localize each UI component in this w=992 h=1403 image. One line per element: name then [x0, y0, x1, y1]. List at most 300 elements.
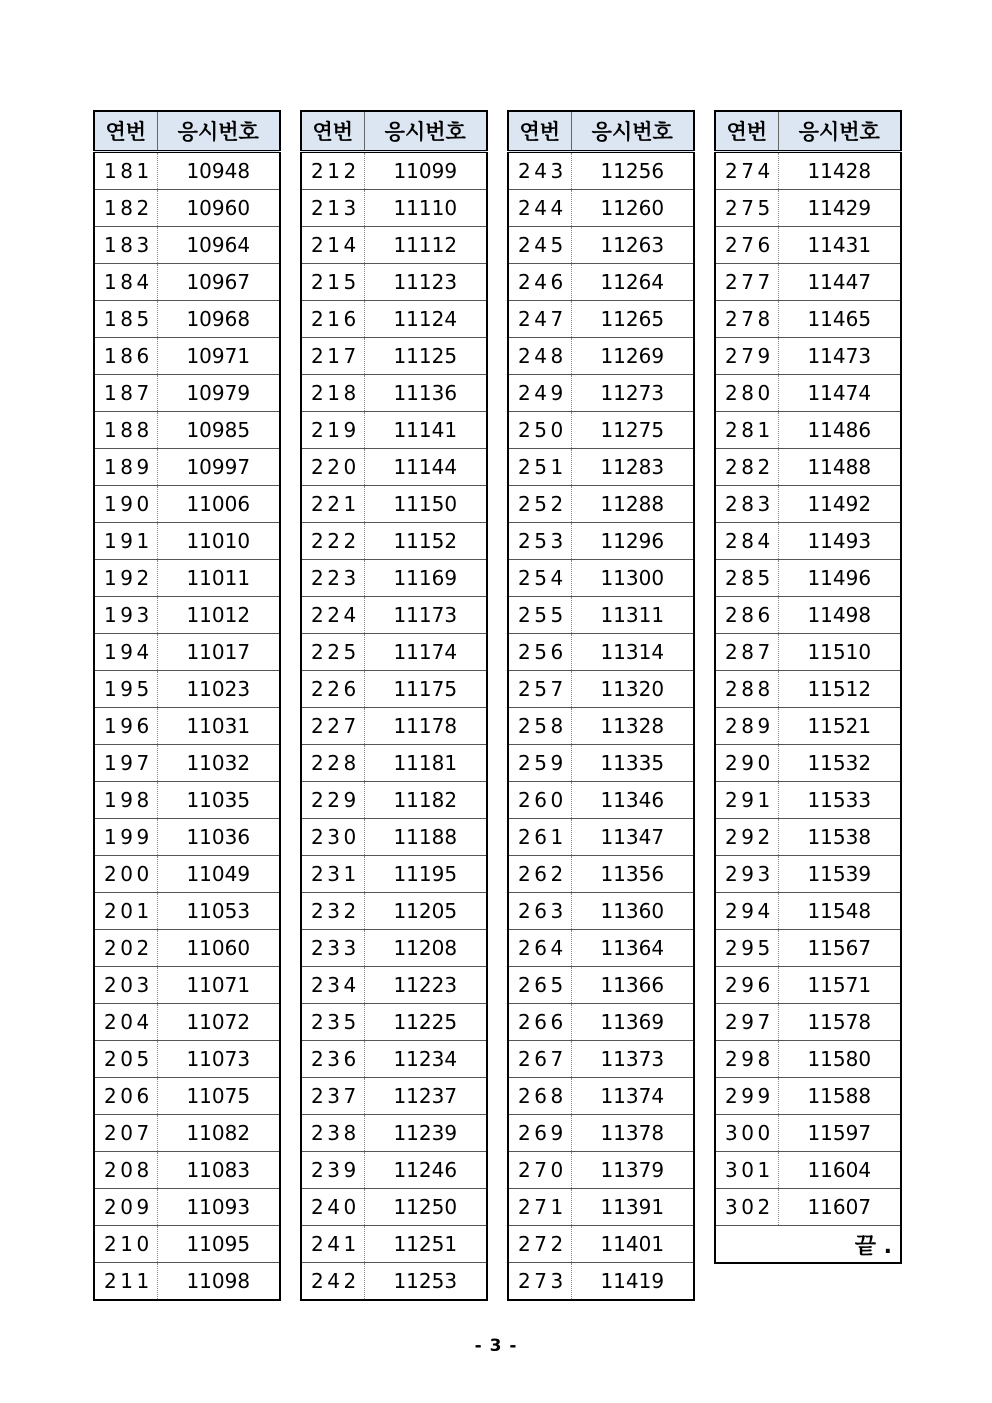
exam-no-cell: 11136 [364, 375, 487, 412]
exam-no-cell: 11320 [571, 671, 694, 708]
table-row [508, 227, 694, 264]
table-row [508, 597, 694, 634]
table-row [94, 375, 280, 412]
table-row [508, 856, 694, 893]
exam-no-cell: 11347 [571, 819, 694, 856]
seq-cell: 289 [715, 708, 778, 745]
exam-no-cell: 11173 [364, 597, 487, 634]
table-row [301, 190, 487, 227]
seq-cell: 203 [94, 967, 157, 1004]
table-row [94, 486, 280, 523]
seq-cell: 221 [301, 486, 364, 523]
seq-cell: 240 [301, 1189, 364, 1226]
exam-no-cell: 11006 [157, 486, 280, 523]
seq-cell: 227 [301, 708, 364, 745]
seq-cell: 264 [508, 930, 571, 967]
seq-cell: 254 [508, 560, 571, 597]
header-row [715, 111, 901, 152]
table-row [508, 819, 694, 856]
table-row [94, 264, 280, 301]
table-row [301, 486, 487, 523]
exam-no-cell: 11263 [571, 227, 694, 264]
table-row [301, 338, 487, 375]
exam-no-cell: 11580 [778, 1041, 901, 1078]
table-row [508, 634, 694, 671]
seq-cell: 269 [508, 1115, 571, 1152]
seq-cell: 279 [715, 338, 778, 375]
table-row [94, 560, 280, 597]
exam-no-cell: 11225 [364, 1004, 487, 1041]
seq-cell: 300 [715, 1115, 778, 1152]
table-row [301, 1152, 487, 1189]
seq-cell: 205 [94, 1041, 157, 1078]
exam-no-cell: 11311 [571, 597, 694, 634]
exam-no-cell: 10960 [157, 190, 280, 227]
seq-cell: 204 [94, 1004, 157, 1041]
table-row [94, 671, 280, 708]
exam-no-cell: 11035 [157, 782, 280, 819]
table-row [301, 745, 487, 782]
seq-cell: 183 [94, 227, 157, 264]
exam-no-cell: 11099 [364, 152, 487, 190]
header-row [301, 111, 487, 152]
seq-cell: 246 [508, 264, 571, 301]
table-row [301, 930, 487, 967]
table-row [715, 1041, 901, 1078]
seq-cell: 256 [508, 634, 571, 671]
table-row [301, 708, 487, 745]
exam-no-cell: 11175 [364, 671, 487, 708]
table-row [715, 671, 901, 708]
seq-cell: 195 [94, 671, 157, 708]
seq-cell: 296 [715, 967, 778, 1004]
exam-no-cell: 11234 [364, 1041, 487, 1078]
exam-no-cell: 11095 [157, 1226, 280, 1263]
seq-cell: 294 [715, 893, 778, 930]
table-row [715, 856, 901, 893]
exam-no-cell: 11060 [157, 930, 280, 967]
table-row [715, 819, 901, 856]
exam-no-cell: 11571 [778, 967, 901, 1004]
table-row [508, 301, 694, 338]
seq-cell: 293 [715, 856, 778, 893]
seq-cell: 186 [94, 338, 157, 375]
exam-no-cell: 11208 [364, 930, 487, 967]
table-row [94, 1078, 280, 1115]
table-row [508, 560, 694, 597]
table-row [301, 1004, 487, 1041]
table-row [508, 1189, 694, 1226]
seq-cell: 290 [715, 745, 778, 782]
exam-no-cell: 11492 [778, 486, 901, 523]
table-row [715, 301, 901, 338]
seq-cell: 206 [94, 1078, 157, 1115]
table-row [301, 301, 487, 338]
seq-cell: 275 [715, 190, 778, 227]
exam-no-cell: 11512 [778, 671, 901, 708]
applicant-table-2 [300, 110, 488, 1301]
exam-no-cell: 11588 [778, 1078, 901, 1115]
exam-no-cell: 11401 [571, 1226, 694, 1263]
table-row [508, 1263, 694, 1301]
table-row [301, 264, 487, 301]
seq-cell: 265 [508, 967, 571, 1004]
end-mark: 끝 . [715, 1226, 901, 1264]
exam-no-cell: 11496 [778, 560, 901, 597]
exam-no-cell: 11239 [364, 1115, 487, 1152]
seq-cell: 302 [715, 1189, 778, 1226]
exam-no-cell: 11493 [778, 523, 901, 560]
exam-no-cell: 11269 [571, 338, 694, 375]
exam-no-cell: 11607 [778, 1189, 901, 1226]
table-row [94, 1189, 280, 1226]
seq-cell: 272 [508, 1226, 571, 1263]
exam-no-cell: 11223 [364, 967, 487, 1004]
exam-no-cell: 11567 [778, 930, 901, 967]
seq-cell: 281 [715, 412, 778, 449]
seq-cell: 278 [715, 301, 778, 338]
exam-no-cell: 11253 [393, 1269, 458, 1293]
exam-no-cell: 11012 [157, 597, 280, 634]
exam-no-cell: 11369 [571, 1004, 694, 1041]
exam-no-cell: 11152 [364, 523, 487, 560]
seq-cell: 301 [715, 1152, 778, 1189]
seq-cell: 276 [715, 227, 778, 264]
exam-no-cell: 11195 [364, 856, 487, 893]
seq-cell: 274 [715, 152, 778, 190]
exam-no-cell: 11072 [157, 1004, 280, 1041]
table-row [715, 152, 901, 190]
exam-no-cell: 11256 [571, 152, 694, 190]
table-row [715, 1004, 901, 1041]
table-row [715, 1078, 901, 1115]
table-row [715, 523, 901, 560]
table-row [301, 782, 487, 819]
exam-no-cell: 11112 [364, 227, 487, 264]
table-row [508, 152, 694, 190]
seq-cell: 270 [508, 1152, 571, 1189]
exam-no-cell: 11328 [571, 708, 694, 745]
table-row [715, 597, 901, 634]
exam-no-cell: 11205 [364, 893, 487, 930]
seq-cell: 182 [94, 190, 157, 227]
exam-no-cell: 11250 [364, 1189, 487, 1226]
seq-cell: 199 [94, 819, 157, 856]
seq-cell: 247 [508, 301, 571, 338]
exam-no-cell: 11474 [778, 375, 901, 412]
exam-no-cell: 10985 [157, 412, 280, 449]
exam-no-cell: 11447 [778, 264, 901, 301]
table-row [715, 449, 901, 486]
table-row [94, 930, 280, 967]
table-row [715, 190, 901, 227]
seq-cell: 224 [301, 597, 364, 634]
seq-cell: 268 [508, 1078, 571, 1115]
exam-no-cell: 11246 [364, 1152, 487, 1189]
seq-cell: 228 [301, 745, 364, 782]
exam-no-cell: 11073 [157, 1041, 280, 1078]
table-row [94, 523, 280, 560]
table-row [508, 1115, 694, 1152]
exam-no-cell: 11098 [186, 1269, 251, 1293]
exam-no-cell: 11265 [571, 301, 694, 338]
seq-cell: 286 [715, 597, 778, 634]
table-row [94, 708, 280, 745]
seq-cell: 288 [715, 671, 778, 708]
table-row [94, 782, 280, 819]
seq-cell: 237 [301, 1078, 364, 1115]
seq-cell: 184 [94, 264, 157, 301]
exam-no-cell: 11144 [364, 449, 487, 486]
seq-cell: 238 [301, 1115, 364, 1152]
table-row [508, 375, 694, 412]
seq-cell: 253 [508, 523, 571, 560]
seq-cell: 226 [301, 671, 364, 708]
seq-cell: 299 [715, 1078, 778, 1115]
table-row [508, 893, 694, 930]
exam-no-cell: 11141 [364, 412, 487, 449]
table-row [715, 560, 901, 597]
exam-no-cell: 11346 [571, 782, 694, 819]
table-row [301, 1226, 487, 1263]
exam-no-cell: 10967 [157, 264, 280, 301]
seq-cell: 283 [715, 486, 778, 523]
seq-cell: 198 [94, 782, 157, 819]
exam-no-cell: 11125 [364, 338, 487, 375]
exam-no-cell: 11428 [778, 152, 901, 190]
seq-cell: 277 [715, 264, 778, 301]
applicant-table-4 [714, 110, 902, 1264]
exam-no-cell: 10979 [157, 375, 280, 412]
exam-no-header: 응시번호 [157, 111, 280, 152]
table-row [94, 819, 280, 856]
seq-cell: 189 [94, 449, 157, 486]
exam-no-cell: 11548 [778, 893, 901, 930]
seq-cell: 207 [94, 1115, 157, 1152]
exam-no-cell: 11366 [571, 967, 694, 1004]
table-row [715, 412, 901, 449]
exam-no-cell: 11075 [157, 1078, 280, 1115]
table-row [715, 1189, 901, 1226]
table-row [715, 708, 901, 745]
table-row [508, 449, 694, 486]
applicant-table-1 [93, 110, 281, 1301]
seq-cell: 220 [301, 449, 364, 486]
seq-cell: 202 [94, 930, 157, 967]
exam-no-cell: 11260 [571, 190, 694, 227]
seq-cell: 185 [94, 301, 157, 338]
table-row [94, 967, 280, 1004]
exam-no-cell: 11597 [778, 1115, 901, 1152]
seq-cell: 261 [508, 819, 571, 856]
exam-no-cell: 11379 [571, 1152, 694, 1189]
exam-no-cell: 11010 [157, 523, 280, 560]
table-row [508, 412, 694, 449]
seq-cell: 255 [508, 597, 571, 634]
table-row [715, 745, 901, 782]
table-row [508, 745, 694, 782]
seq-cell: 190 [94, 486, 157, 523]
seq-cell: 295 [715, 930, 778, 967]
table-row [715, 893, 901, 930]
seq-cell: 217 [301, 338, 364, 375]
table-row [301, 671, 487, 708]
table-row [301, 412, 487, 449]
header-row [508, 111, 694, 152]
exam-no-cell: 10968 [157, 301, 280, 338]
table-row [94, 412, 280, 449]
seq-cell: 249 [508, 375, 571, 412]
exam-no-cell: 10997 [157, 449, 280, 486]
table-row [715, 264, 901, 301]
exam-no-cell: 11288 [571, 486, 694, 523]
exam-no-cell: 11604 [778, 1152, 901, 1189]
seq-cell: 258 [508, 708, 571, 745]
table-row [508, 708, 694, 745]
exam-no-cell: 11486 [778, 412, 901, 449]
exam-no-cell: 11011 [157, 560, 280, 597]
exam-no-cell: 11465 [778, 301, 901, 338]
exam-no-cell: 11488 [778, 449, 901, 486]
table-row [301, 597, 487, 634]
table-row [301, 523, 487, 560]
seq-cell: 219 [301, 412, 364, 449]
exam-no-cell: 11335 [571, 745, 694, 782]
exam-no-cell: 11364 [571, 930, 694, 967]
seq-cell: 188 [94, 412, 157, 449]
table-row [508, 671, 694, 708]
seq-cell: 266 [508, 1004, 571, 1041]
exam-no-cell: 11169 [364, 560, 487, 597]
table-row [508, 338, 694, 375]
table-row [715, 227, 901, 264]
table-row [94, 1152, 280, 1189]
page-number: - 3 - [474, 1336, 518, 1356]
table-row [94, 856, 280, 893]
table-row [715, 967, 901, 1004]
exam-no-cell: 11374 [571, 1078, 694, 1115]
seq-cell: 263 [508, 893, 571, 930]
exam-no-cell: 11360 [571, 893, 694, 930]
exam-no-cell: 11391 [571, 1189, 694, 1226]
exam-no-header: 응시번호 [778, 111, 901, 152]
seq-cell: 291 [715, 782, 778, 819]
table-row [94, 1226, 280, 1263]
table-row [94, 190, 280, 227]
exam-no-cell: 11032 [157, 745, 280, 782]
exam-no-header: 응시번호 [364, 111, 487, 152]
seq-header: 연번 [94, 111, 157, 152]
exam-no-cell: 11237 [364, 1078, 487, 1115]
seq-cell: 235 [301, 1004, 364, 1041]
seq-cell: 209 [94, 1189, 157, 1226]
table-row [715, 1115, 901, 1152]
table-row [508, 1078, 694, 1115]
table-row [94, 301, 280, 338]
seq-header: 연번 [301, 111, 364, 152]
seq-cell: 298 [715, 1041, 778, 1078]
seq-cell: 271 [508, 1189, 571, 1226]
exam-no-cell: 11378 [571, 1115, 694, 1152]
seq-cell: 282 [715, 449, 778, 486]
exam-no-cell: 11533 [778, 782, 901, 819]
table-row [301, 1263, 487, 1301]
seq-cell: 252 [508, 486, 571, 523]
exam-no-cell: 10964 [157, 227, 280, 264]
seq-cell: 245 [508, 227, 571, 264]
seq-cell: 196 [94, 708, 157, 745]
table-row [94, 893, 280, 930]
exam-no-cell: 11251 [364, 1226, 487, 1263]
seq-cell: 259 [508, 745, 571, 782]
exam-no-cell: 11538 [778, 819, 901, 856]
seq-cell: 200 [94, 856, 157, 893]
seq-cell: 187 [94, 375, 157, 412]
table-row [508, 1152, 694, 1189]
table-row [715, 375, 901, 412]
table-row [94, 634, 280, 671]
table-row [301, 856, 487, 893]
exam-no-cell: 11264 [571, 264, 694, 301]
table-row [301, 967, 487, 1004]
table-row [508, 1226, 694, 1263]
seq-cell: 244 [508, 190, 571, 227]
seq-cell: 225 [301, 634, 364, 671]
table-row [508, 486, 694, 523]
table-row [715, 634, 901, 671]
table-row [715, 930, 901, 967]
table-row [301, 375, 487, 412]
exam-no-cell: 11532 [778, 745, 901, 782]
table-row [94, 597, 280, 634]
exam-no-cell: 11082 [157, 1115, 280, 1152]
exam-no-cell: 11071 [157, 967, 280, 1004]
exam-no-cell: 11275 [571, 412, 694, 449]
seq-cell: 181 [94, 152, 157, 190]
table-row [715, 1152, 901, 1189]
table-row [301, 1189, 487, 1226]
table-row [301, 152, 487, 190]
exam-no-cell: 11373 [571, 1041, 694, 1078]
exam-no-cell: 11429 [778, 190, 901, 227]
seq-cell: 197 [94, 745, 157, 782]
table-row [301, 560, 487, 597]
exam-no-cell: 11036 [157, 819, 280, 856]
exam-no-cell: 11283 [571, 449, 694, 486]
table-row [94, 1041, 280, 1078]
seq-cell: 287 [715, 634, 778, 671]
table-row [301, 1078, 487, 1115]
seq-cell: 234 [301, 967, 364, 1004]
exam-no-cell: 11356 [571, 856, 694, 893]
seq-cell: 243 [508, 152, 571, 190]
seq-cell: 201 [94, 893, 157, 930]
table-row [301, 819, 487, 856]
seq-cell: 212 [301, 152, 364, 190]
exam-no-cell: 11083 [157, 1152, 280, 1189]
seq-cell: 250 [508, 412, 571, 449]
seq-cell: 242 [301, 1263, 364, 1301]
exam-no-cell: 11174 [364, 634, 487, 671]
seq-cell: 297 [715, 1004, 778, 1041]
exam-no-cell: 11049 [157, 856, 280, 893]
table-row [94, 227, 280, 264]
seq-cell: 248 [508, 338, 571, 375]
seq-cell: 232 [301, 893, 364, 930]
table-row [301, 449, 487, 486]
exam-no-cell: 10971 [157, 338, 280, 375]
seq-cell: 260 [508, 782, 571, 819]
